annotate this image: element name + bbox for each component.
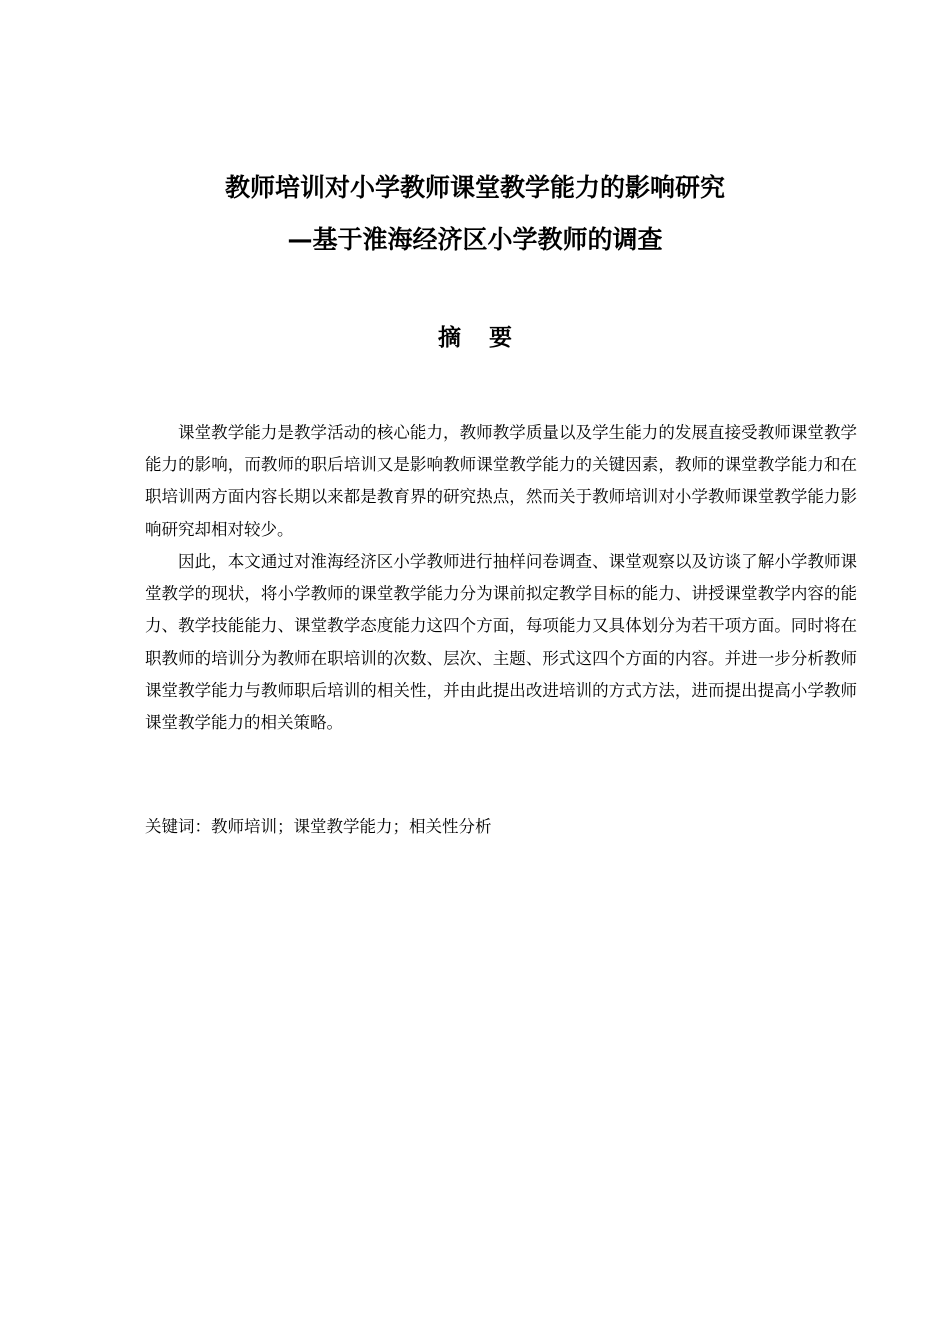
abstract-paragraph-2: [145, 546, 857, 739]
title-main: 教师培训对小学教师课堂教学能力的影响研究: [224, 173, 725, 202]
keywords-text: 教师培训；课堂教学能力；相关性分析: [211, 817, 492, 836]
paragraph-text: 因此，本文通过对淮海经济区小学教师进行抽样问卷调查、课堂观察以及访谈了解小学教师课堂教学的现状，将小学教师的课堂教学能力分为课前拟定教学目标的能力、讲授课堂教学内容的能力、教学技能能力、课堂教学态度能力这四个方面，每项能力又具体划分为若干项方面。同时将在职教师的培训分为教师在职培训的次数、层次、主题、形式这四个方面的内容。并进一步分析教师课堂教学能力与教师职后培训的相关性，并由此提出改进培训的方式方法，进而提出提高小学教师课堂教学能力的相关策略。: [145, 552, 857, 733]
title-subtitle: —基于淮海经济区小学教师的调查: [287, 225, 663, 254]
keywords-label: 关键词：: [145, 817, 211, 836]
abstract-heading: 摘要: [438, 325, 540, 351]
keywords-line: [145, 813, 492, 841]
abstract-paragraph-1: [145, 417, 857, 546]
paragraph-text: 课堂教学能力是教学活动的核心能力，教师教学质量以及学生能力的发展直接受教师课堂教学能力的影响，而教师的职后培训又是影响教师课堂教学能力的关键因素，教师的课堂教学能力和在职培训两方面内容长期以来都是教育界的研究热点，然而关于教师培训对小学教师课堂教学能力影响研究却相对较少。: [145, 423, 857, 539]
